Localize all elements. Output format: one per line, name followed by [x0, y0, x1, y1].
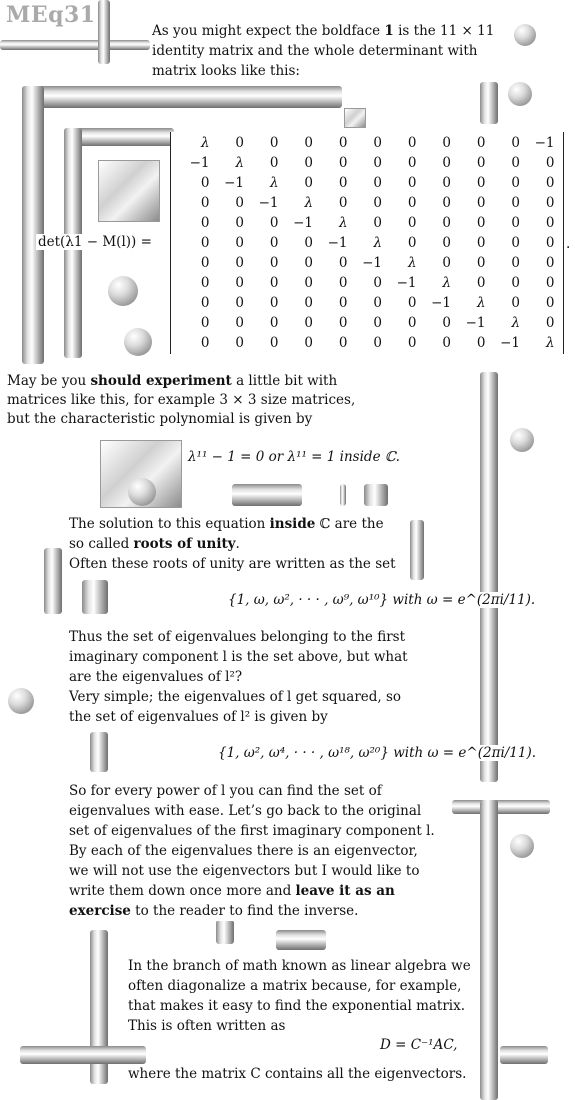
matrix-cell: 0: [304, 135, 313, 151]
matrix-cell: 0: [442, 195, 451, 211]
matrix-cell: 0: [235, 255, 244, 271]
para4-line-6: write them down once more and leave it as an: [69, 883, 395, 899]
matrix-cell: λ: [511, 315, 520, 331]
para1-line-3: but the characteristic polynomial is given by: [7, 411, 313, 427]
matrix-cell: 0: [200, 335, 210, 351]
matrix-cell: 0: [373, 275, 382, 291]
matrix-cell: 0: [407, 175, 417, 191]
para1-line-2: matrices like this, for example 3 × 3 size matrices,: [7, 392, 356, 408]
matrix-cell: 0: [338, 195, 348, 211]
ornament-bar: [276, 930, 326, 950]
para4-line-2: eigenvalues with ease. Let’s go back to the original: [69, 803, 422, 819]
ornament-bar: [340, 484, 346, 506]
matrix-cell: 0: [407, 135, 417, 151]
matrix-cell: 0: [545, 215, 555, 231]
matrix-cell: 0: [476, 255, 486, 271]
matrix-cell: 0: [304, 235, 313, 251]
matrix-row: [175, 193, 555, 213]
matrix-row: [175, 253, 555, 273]
para5-last-line: where the matrix C contains all the eigenvectors.: [128, 1066, 467, 1082]
matrix-cell: 0: [304, 175, 313, 191]
ornament-bar: [216, 920, 234, 944]
matrix-cell: 0: [269, 215, 279, 231]
ornament-bar: [82, 580, 108, 614]
matrix-cell: 0: [304, 295, 313, 311]
matrix-cell: 0: [235, 295, 244, 311]
matrix-row: [175, 213, 555, 233]
matrix-cell: 0: [407, 215, 417, 231]
matrix-cell: λ: [235, 155, 244, 171]
determinant-matrix: [170, 132, 564, 354]
matrix-cell: 0: [200, 175, 210, 191]
matrix-cell: 0: [338, 295, 348, 311]
ornament-bar: [480, 82, 498, 124]
matrix-cell: 0: [338, 335, 348, 351]
intro-line-1: As you might expect the boldface 1 is the 11 × 11: [152, 23, 495, 39]
matrix-cell: 0: [200, 195, 210, 211]
matrix-cell: 0: [511, 295, 520, 311]
matrix-cell: λ: [545, 335, 555, 351]
matrix-table: [175, 133, 555, 353]
ornament-bar: [500, 1046, 548, 1064]
para5-line-1: In the branch of math known as linear algebra we: [128, 958, 471, 974]
ornament-ball: [508, 82, 532, 106]
matrix-cell: 0: [442, 175, 451, 191]
matrix-cell: 0: [269, 235, 279, 251]
matrix-cell: 0: [200, 215, 210, 231]
matrix-cell: 0: [407, 335, 417, 351]
matrix-cell: λ: [442, 275, 451, 291]
page-watermark: MEq31: [6, 2, 96, 28]
matrix-cell: 0: [338, 155, 348, 171]
ornament-bar: [232, 484, 302, 506]
matrix-cell: 0: [304, 335, 313, 351]
matrix-cell: 0: [338, 275, 348, 291]
matrix-cell: 0: [200, 315, 210, 331]
matrix-cell: 0: [373, 175, 382, 191]
matrix-cell: λ: [304, 195, 313, 211]
ornament-bar: [22, 86, 342, 108]
matrix-cell: 0: [442, 215, 451, 231]
matrix-cell: 0: [476, 335, 486, 351]
matrix-cell: 0: [545, 195, 555, 211]
ornament-bar: [0, 40, 150, 50]
matrix-cell: 0: [373, 155, 382, 171]
matrix-cell: 0: [304, 315, 313, 331]
matrix-cell: 0: [511, 275, 520, 291]
matrix-cell: 0: [235, 235, 244, 251]
matrix-cell: 0: [235, 315, 244, 331]
matrix-row: [175, 153, 555, 173]
matrix-cell: 0: [235, 135, 244, 151]
ornament-ball: [510, 834, 534, 858]
matrix-cell: 0: [476, 275, 486, 291]
ornament-bar: [98, 0, 110, 64]
matrix-cell: 0: [304, 155, 313, 171]
matrix-cell: 0: [373, 335, 382, 351]
matrix-cell: 0: [407, 155, 417, 171]
matrix-cell: −1: [293, 215, 313, 231]
matrix-cell: 0: [269, 275, 279, 291]
ornament-tile: [344, 108, 366, 128]
matrix-cell: 0: [235, 215, 244, 231]
ornament-ball: [514, 24, 536, 46]
matrix-cell: 0: [200, 275, 210, 291]
matrix-cell: 0: [338, 175, 348, 191]
matrix-cell: −1: [465, 315, 486, 331]
matrix-cell: −1: [500, 335, 520, 351]
matrix-row: [175, 233, 555, 253]
ornament-bar: [480, 800, 498, 1100]
matrix-cell: 0: [269, 155, 279, 171]
matrix-cell: 0: [373, 215, 382, 231]
determinant-period: .: [566, 236, 571, 252]
ornament-bar: [44, 548, 62, 614]
equation-polynomial: λ¹¹ − 1 = 0 or λ¹¹ = 1 inside ℂ.: [188, 449, 400, 465]
matrix-cell: 0: [338, 135, 348, 151]
matrix-cell: 0: [269, 135, 279, 151]
para4-line-1: So for every power of l you can find the set of: [69, 783, 382, 799]
matrix-cell: 0: [545, 235, 555, 251]
para2-line-3: Often these roots of unity are written as the set: [69, 556, 396, 572]
matrix-cell: −1: [362, 255, 382, 271]
matrix-cell: 0: [545, 255, 555, 271]
matrix-cell: 0: [511, 215, 520, 231]
para5-line-3: that makes it easy to find the exponential matrix.: [128, 998, 466, 1014]
matrix-cell: 0: [545, 295, 555, 311]
ornament-bar: [90, 732, 108, 772]
matrix-cell: 0: [407, 235, 417, 251]
para4-line-5: we will not use the eigenvectors but I would like to: [69, 863, 420, 879]
matrix-cell: 0: [373, 195, 382, 211]
matrix-cell: 0: [373, 295, 382, 311]
matrix-row: [175, 273, 555, 293]
equation-diagonalization: D = C⁻¹AC,: [380, 1037, 458, 1053]
matrix-cell: 0: [407, 295, 417, 311]
matrix-cell: 0: [235, 275, 244, 291]
ornament-ball: [124, 328, 152, 356]
matrix-cell: 0: [476, 155, 486, 171]
ornament-bar: [22, 86, 44, 364]
matrix-cell: 0: [442, 135, 451, 151]
matrix-cell: 0: [200, 255, 210, 271]
para2-line-2: so called roots of unity.: [69, 536, 240, 552]
matrix-cell: 0: [200, 235, 210, 251]
para2-line-1: The solution to this equation inside ℂ are the: [69, 516, 384, 532]
matrix-cell: −1: [258, 195, 279, 211]
matrix-cell: 0: [476, 215, 486, 231]
matrix-cell: 0: [200, 295, 210, 311]
matrix-cell: 0: [545, 175, 555, 191]
matrix-cell: 0: [407, 195, 417, 211]
ornament-bar: [364, 484, 388, 506]
matrix-cell: 0: [442, 155, 451, 171]
matrix-cell: 0: [269, 295, 279, 311]
matrix-cell: 0: [338, 255, 348, 271]
matrix-cell: λ: [476, 295, 486, 311]
equation-roots-set: {1, ω, ω², · · · , ω⁹, ω¹⁰} with ω = e^(2πi/11).: [228, 592, 536, 608]
matrix-row: [175, 133, 555, 153]
matrix-cell: 0: [373, 315, 382, 331]
para3-line-4: Very simple; the eigenvalues of l get squared, so: [69, 689, 402, 705]
para5-line-4: This is often written as: [128, 1018, 286, 1034]
ornament-tile: [98, 160, 160, 222]
matrix-cell: λ: [269, 175, 279, 191]
matrix-row: [175, 293, 555, 313]
matrix-cell: 0: [511, 175, 520, 191]
matrix-row: [175, 313, 555, 333]
para4-line-4: By each of the eigenvalues there is an eigenvector,: [69, 843, 418, 859]
ornament-bar: [452, 800, 550, 814]
matrix-cell: λ: [200, 135, 210, 151]
matrix-cell: −1: [431, 295, 451, 311]
matrix-cell: 0: [476, 135, 486, 151]
matrix-cell: 0: [442, 315, 451, 331]
matrix-cell: −1: [534, 135, 555, 151]
ornament-ball: [510, 428, 534, 452]
matrix-cell: 0: [476, 195, 486, 211]
ornament-bar: [480, 372, 498, 782]
matrix-cell: 0: [545, 315, 555, 331]
para3-line-2: imaginary component l is the set above, but what: [69, 649, 408, 665]
ornament-ball: [108, 276, 138, 306]
matrix-cell: λ: [407, 255, 417, 271]
matrix-cell: 0: [511, 195, 520, 211]
determinant-label: det(λ1 − M(l)) =: [38, 234, 152, 250]
matrix-cell: 0: [338, 315, 348, 331]
matrix-cell: 0: [269, 255, 279, 271]
para4-line-3: set of eigenvalues of the first imaginary component l.: [69, 823, 435, 839]
equation-squared-set: {1, ω², ω⁴, · · · , ω¹⁸, ω²⁰} with ω = e^(2πi/11).: [218, 745, 537, 761]
matrix-cell: 0: [304, 275, 313, 291]
para3-line-1: Thus the set of eigenvalues belonging to the first: [69, 629, 406, 645]
matrix-cell: −1: [224, 175, 244, 191]
ornament-bar: [410, 520, 424, 580]
matrix-cell: −1: [189, 155, 210, 171]
matrix-cell: 0: [235, 195, 244, 211]
para1-line-1: May be you should experiment a little bit with: [7, 373, 338, 389]
matrix-cell: 0: [545, 275, 555, 291]
matrix-cell: 0: [269, 315, 279, 331]
matrix-cell: 0: [442, 335, 451, 351]
matrix-cell: 0: [442, 255, 451, 271]
matrix-cell: 0: [373, 135, 382, 151]
matrix-cell: λ: [373, 235, 382, 251]
matrix-cell: 0: [476, 235, 486, 251]
matrix-cell: 0: [545, 155, 555, 171]
matrix-cell: 0: [511, 135, 520, 151]
para3-line-3: are the eigenvalues of l²?: [69, 669, 243, 685]
matrix-cell: 0: [304, 255, 313, 271]
intro-line-3: matrix looks like this:: [152, 63, 300, 79]
matrix-cell: 0: [511, 255, 520, 271]
matrix-cell: λ: [338, 215, 348, 231]
ornament-bar: [20, 1046, 146, 1064]
matrix-cell: 0: [476, 175, 486, 191]
matrix-cell: 0: [407, 315, 417, 331]
matrix-cell: 0: [511, 235, 520, 251]
para4-line-7: exercise to the reader to find the inverse.: [69, 903, 359, 919]
matrix-cell: −1: [327, 235, 348, 251]
ornament-ball: [8, 688, 34, 714]
matrix-row: [175, 173, 555, 193]
ornament-ball: [128, 478, 156, 506]
matrix-cell: 0: [442, 235, 451, 251]
matrix-cell: −1: [396, 275, 417, 291]
para3-line-5: the set of eigenvalues of l² is given by: [69, 709, 328, 725]
matrix-cell: 0: [269, 335, 279, 351]
matrix-row: [175, 333, 555, 353]
matrix-cell: 0: [511, 155, 520, 171]
para5-line-2: often diagonalize a matrix because, for example,: [128, 978, 462, 994]
intro-line-2: identity matrix and the whole determinant with: [152, 43, 478, 59]
matrix-cell: 0: [235, 335, 244, 351]
